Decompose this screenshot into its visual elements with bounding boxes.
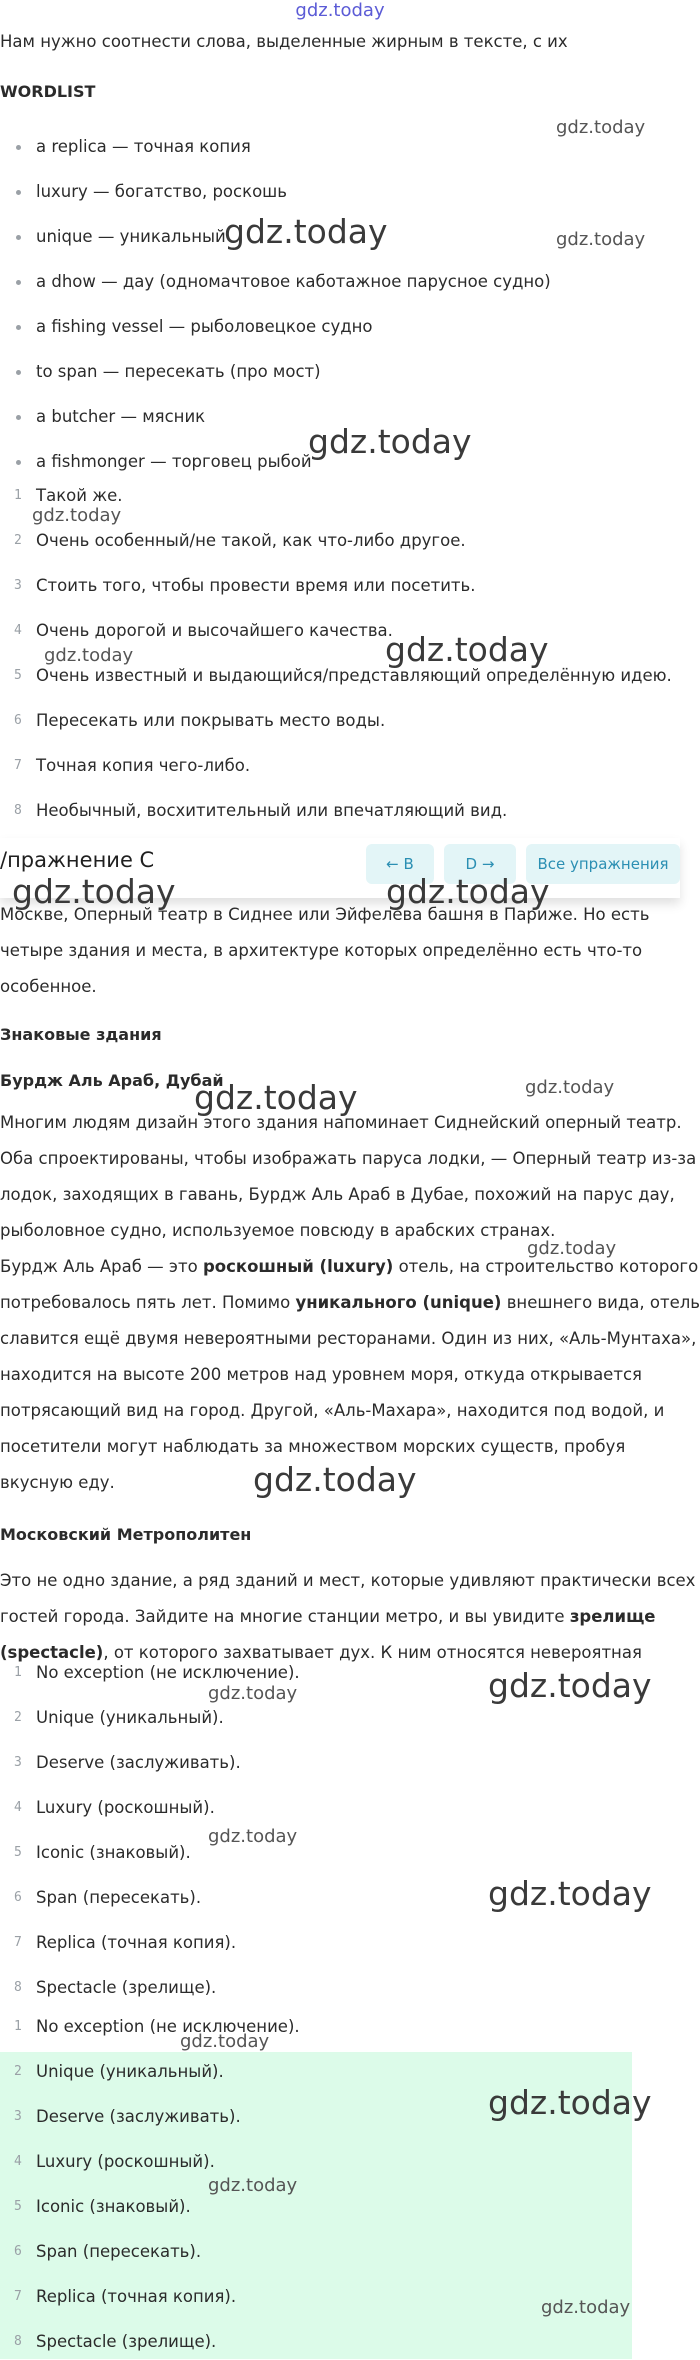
exercise-title: /пражнение C <box>0 848 155 872</box>
wordlist-item: a replica — точная копия <box>36 137 251 156</box>
bullet-icon <box>16 235 21 240</box>
answer-number: 3 <box>14 2109 22 2124</box>
watermark: gdz.today <box>208 2175 298 2196</box>
wordlist-item: a dhow — дау (одномачтовое каботажное парусное судно) <box>36 272 551 291</box>
text-run: отель, на строительство которого <box>393 1257 699 1276</box>
answer-number: 2 <box>14 1710 22 1725</box>
watermark: gdz.today <box>44 645 134 666</box>
definition-item: Очень дорогой и высочайшего качества. <box>36 621 393 640</box>
answer-item: Iconic (знаковый). <box>36 2197 191 2216</box>
definition-number: 7 <box>14 758 22 773</box>
bullet-icon <box>16 325 21 330</box>
answer-item: Spectacle (зрелище). <box>36 1978 217 1997</box>
answer-number: 4 <box>14 2154 22 2169</box>
next-exercise-button[interactable]: D → <box>444 844 516 884</box>
answer-item: Span (пересекать). <box>36 1888 202 1907</box>
answer-item: Iconic (знаковый). <box>36 1843 191 1862</box>
bullet-icon <box>16 370 21 375</box>
definition-number: 6 <box>14 713 22 728</box>
article-line: славится ещё двумя невероятными ресторанами. Один из них, «Аль-Мунтаха», <box>0 1329 697 1348</box>
wordlist-item: luxury — богатство, роскошь <box>36 182 287 201</box>
definition-number: 2 <box>14 533 22 548</box>
definition-item: Необычный, восхитительный или впечатляющий вид. <box>36 801 508 820</box>
text-run: внешнего вида, отель <box>501 1293 700 1312</box>
watermark: gdz.today <box>385 630 549 669</box>
answer-item: No exception (не исключение). <box>36 1663 300 1682</box>
watermark: gdz.today <box>224 212 388 251</box>
watermark: gdz.today <box>525 1077 615 1098</box>
watermark: gdz.today <box>541 2297 631 2318</box>
answer-number: 2 <box>14 2064 22 2079</box>
keyword-spectacle: зрелище <box>569 1607 656 1626</box>
answer-item: Luxury (роскошный). <box>36 2152 215 2171</box>
watermark: gdz.today <box>32 505 122 526</box>
watermark: gdz.today <box>386 872 550 911</box>
intro-text: Нам нужно соотнести слова, выделенные жирным в тексте, с их <box>0 32 568 51</box>
bullet-icon <box>16 190 21 195</box>
article-line: Это не одно здание, а ряд зданий и мест, которые удивляют практически всех <box>0 1571 696 1590</box>
definition-number: 3 <box>14 578 22 593</box>
watermark: gdz.today <box>12 872 176 911</box>
bullet-icon <box>16 280 21 285</box>
bullet-icon <box>16 145 21 150</box>
answer-number: 1 <box>14 2019 22 2034</box>
answer-number: 5 <box>14 2199 22 2214</box>
answer-item: Luxury (роскошный). <box>36 1798 215 1817</box>
wordlist-item: a butcher — мясник <box>36 407 206 426</box>
answer-item: Replica (точная копия). <box>36 1933 237 1952</box>
article-line: посетители могут наблюдать за множеством морских существ, пробуя <box>0 1437 626 1456</box>
answer-number: 6 <box>14 2244 22 2259</box>
wordlist-item: a fishing vessel — рыболовецкое судно <box>36 317 373 336</box>
answer-item: No exception (не исключение). <box>36 2017 300 2036</box>
definition-number: 4 <box>14 623 22 638</box>
answer-number: 3 <box>14 1755 22 1770</box>
answer-item: Deserve (заслуживать). <box>36 2107 241 2126</box>
article-line: вкусную еду. <box>0 1473 115 1492</box>
answer-item: Unique (уникальный). <box>36 1708 224 1727</box>
prev-exercise-button[interactable]: ← B <box>366 844 434 884</box>
top-watermark: gdz.today <box>295 0 385 21</box>
watermark: gdz.today <box>208 1683 298 1704</box>
article-line-clipped <box>0 1635 680 1662</box>
answer-number: 5 <box>14 1845 22 1860</box>
watermark: gdz.today <box>308 422 472 461</box>
metro-heading: Московский Метрополитен <box>0 1525 252 1544</box>
answer-number: 8 <box>14 2334 22 2349</box>
article-line: Многим людям дизайн этого здания напоминает Сиднейский оперный театр. <box>0 1113 682 1132</box>
text-run: потребовалось пять лет. Помимо <box>0 1293 296 1312</box>
answer-item: Unique (уникальный). <box>36 2062 224 2081</box>
article-line: Москве, Оперный театр в Сиднее или Эйфелева башня в Париже. Но есть <box>0 905 650 924</box>
article-line: потрясающий вид на город. Другой, «Аль-Махара», находится под водой, и <box>0 1401 665 1420</box>
definition-item: Очень особенный/не такой, как что-либо другое. <box>36 531 466 550</box>
watermark: gdz.today <box>488 1874 652 1913</box>
watermark: gdz.today <box>556 117 646 138</box>
watermark: gdz.today <box>253 1460 417 1499</box>
answer-item: Replica (точная копия). <box>36 2287 237 2306</box>
wordlist-item: to span — пересекать (про мост) <box>36 362 321 381</box>
wordlist-item: a fishmonger — торговец рыбой <box>36 452 312 471</box>
text-run: гостей города. Зайдите на многие станции метро, и вы увидите <box>0 1607 570 1626</box>
article-line: особенное. <box>0 977 97 996</box>
answer-item: Spectacle (зрелище). <box>36 2332 217 2351</box>
watermark: gdz.today <box>194 1078 358 1117</box>
article-line <box>0 1285 700 1321</box>
article-line: четыре здания и места, в архитектуре которых определённо есть что-то <box>0 941 643 960</box>
article-line: лодок, заходящих в гавань, Бурдж Аль Араб в Дубае, похожий на парус дау, <box>0 1185 675 1204</box>
answer-number: 6 <box>14 1890 22 1905</box>
article-line: рыболовное судно, используемое повсюду в арабских странах. <box>0 1221 556 1240</box>
text-run: Бурдж Аль Араб — это <box>0 1257 203 1276</box>
answer-number: 8 <box>14 1980 22 1995</box>
definition-item: Стоить того, чтобы провести время или посетить. <box>36 576 476 595</box>
definition-item: Точная копия чего-либо. <box>36 756 251 775</box>
text-run: , от которого захватывает дух. К ним относятся невероятная <box>103 1643 642 1662</box>
burj-heading: Бурдж Аль Араб, Дубай <box>0 1071 224 1090</box>
section-heading: Знаковые здания <box>0 1025 162 1044</box>
article-line <box>0 1599 680 1635</box>
definition-item: Очень известный и выдающийся/представляющий определённую идею. <box>36 666 672 685</box>
answer-number: 7 <box>14 1935 22 1950</box>
definition-number: 5 <box>14 668 22 683</box>
definition-item: Пересекать или покрывать место воды. <box>36 711 386 730</box>
answer-item: Deserve (заслуживать). <box>36 1753 241 1772</box>
keyword-spectacle-en: (spectacle) <box>0 1643 104 1662</box>
watermark: gdz.today <box>488 1666 652 1705</box>
answer-number: 1 <box>14 1665 22 1680</box>
answer-number: 7 <box>14 2289 22 2304</box>
bullet-icon <box>16 415 21 420</box>
answer-item: Span (пересекать). <box>36 2242 202 2261</box>
watermark: gdz.today <box>208 1826 298 1847</box>
wordlist-item: unique — уникальный <box>36 227 226 246</box>
answer-number: 4 <box>14 1800 22 1815</box>
all-exercises-button[interactable]: Все упражнения <box>526 844 680 884</box>
definition-number: 1 <box>14 488 22 503</box>
watermark: gdz.today <box>488 2083 652 2122</box>
wordlist-heading: WORDLIST <box>0 82 96 101</box>
definition-number: 8 <box>14 803 22 818</box>
definition-item: Такой же. <box>36 486 123 505</box>
bullet-icon <box>16 460 21 465</box>
keyword-unique: уникального (unique) <box>295 1293 502 1312</box>
article-line: находится на высоте 200 метров над уровнем моря, откуда открывается <box>0 1365 642 1384</box>
keyword-luxury: роскошный (luxury) <box>202 1257 394 1276</box>
watermark: gdz.today <box>180 2031 270 2052</box>
watermark: gdz.today <box>556 229 646 250</box>
watermark: gdz.today <box>527 1238 617 1259</box>
article-line: Оба спроектированы, чтобы изображать паруса лодки, — Оперный театр из-за <box>0 1149 697 1168</box>
